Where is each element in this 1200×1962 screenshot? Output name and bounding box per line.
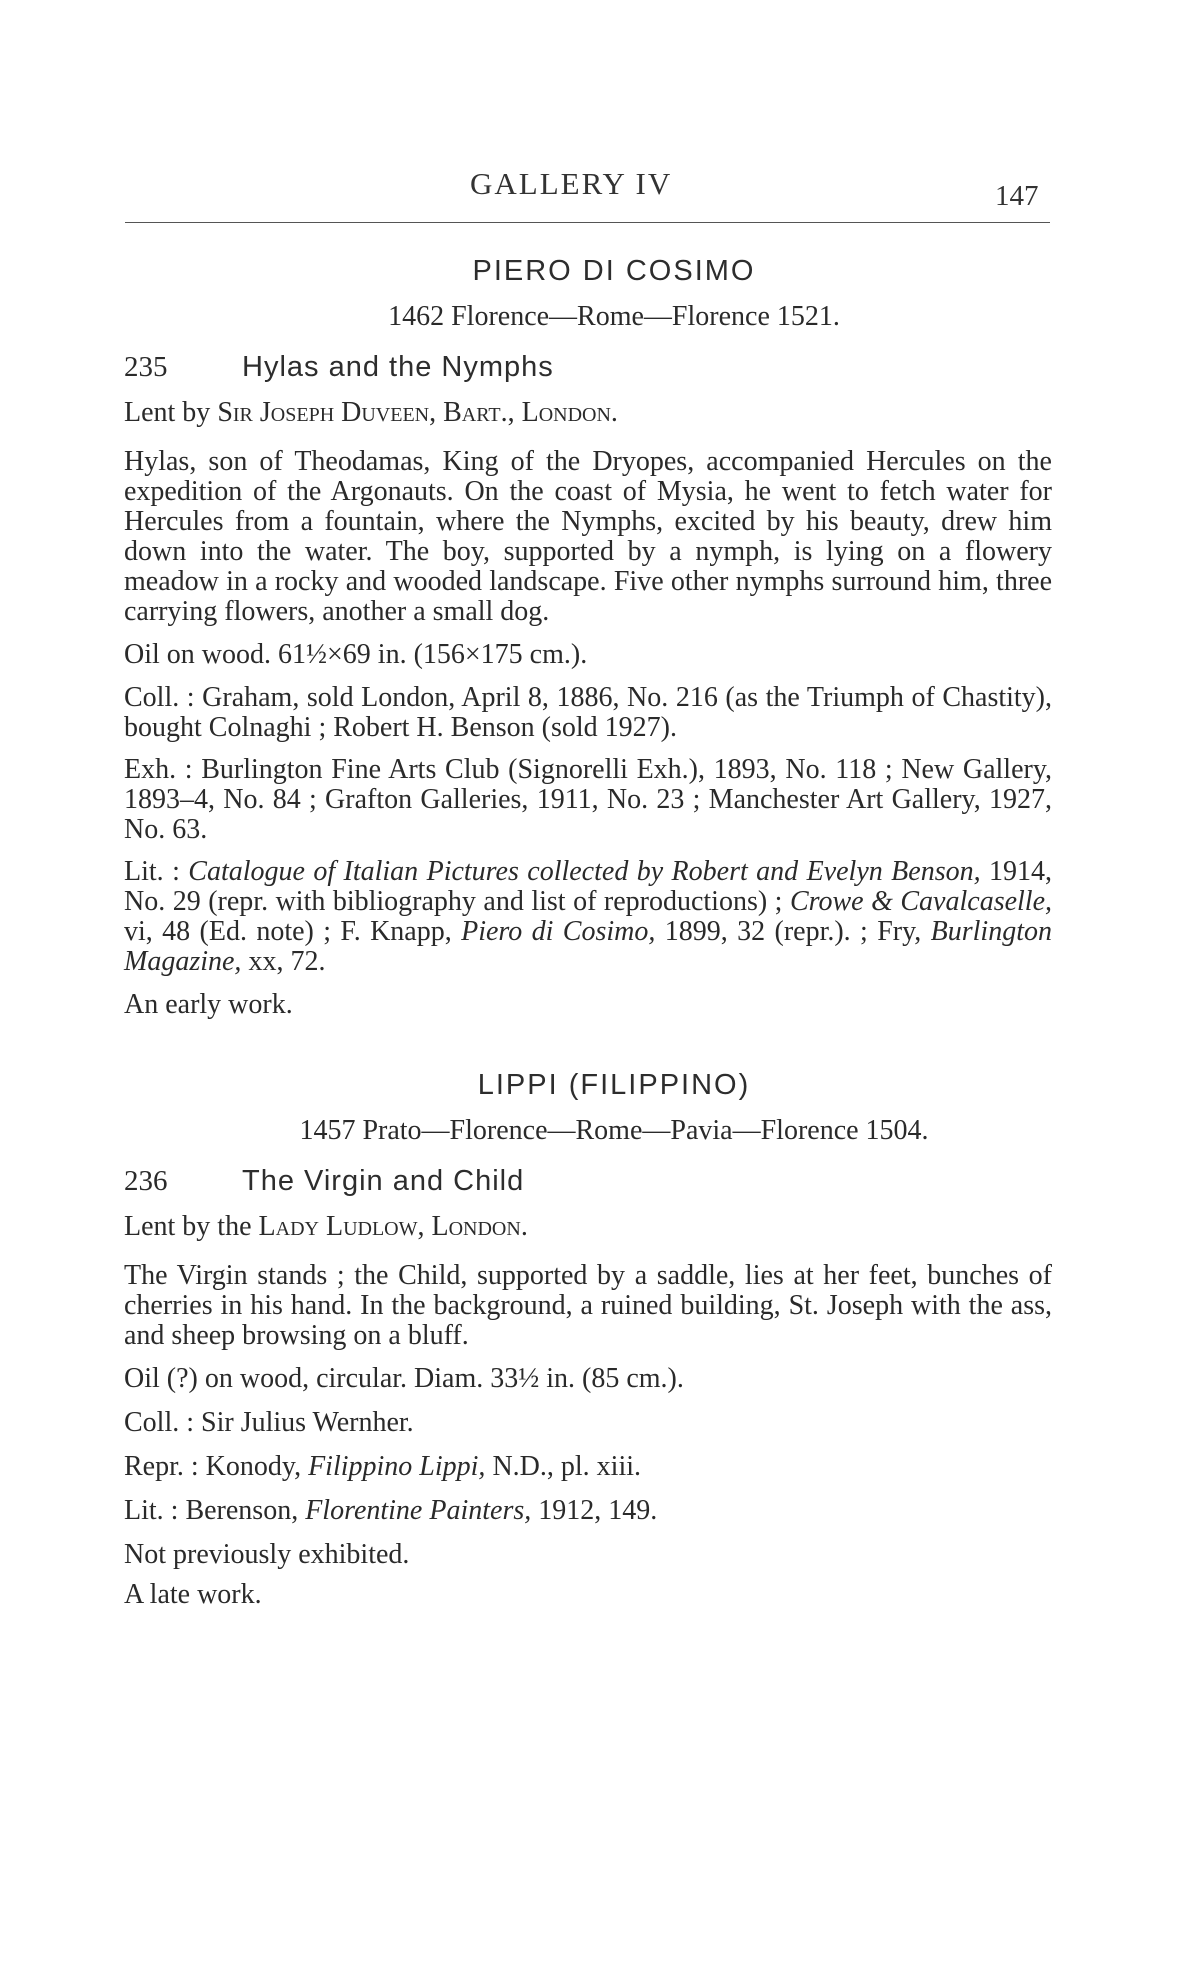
page-content (124, 255, 1052, 1619)
literature-title: Florentine Painters, (305, 1495, 532, 1526)
literature-text: vi, 48 (Ed. note) ; F. Knapp, (124, 916, 462, 947)
work-heading (124, 351, 1052, 383)
running-head: GALLERY IV (470, 166, 673, 201)
catalogue-number: 236 (124, 1165, 168, 1197)
reproduction-text: N.D., pl. xiii. (485, 1451, 641, 1482)
work-note: A late work. (124, 1579, 262, 1610)
work-description: Hylas, son of Theodamas, King of the Dryopes, accompanied Hercules on the expedition of the Argonauts. On the coast of Mysia, he went to fetch water for Hercules from a fountain, where the Nymphs, excited by his beauty, drew him down into the water. The boy, supported by a nymph, is lying on a flowery meadow in a rocky and wooded landscape. Five other nymphs surround him, three carrying flowers, another a small dog. (124, 446, 1052, 627)
reproduction-title: Filippino Lippi, (308, 1451, 486, 1482)
work-title: Hylas and the Nymphs (242, 351, 554, 383)
catalogue-entry-235 (124, 255, 1052, 1021)
literature-title: Piero di Cosimo, (461, 916, 656, 947)
literature-text: 1912, 149. (531, 1495, 658, 1526)
exhibition-history: Exh. : Burlington Fine Arts Club (Signorelli Exh.), 1893, No. 118 ; New Gallery, 1893–4, No. 84 ; Grafton Galleries, 1911, No. 23 ; Manchester Art Gallery, 1927, No. 63. (124, 754, 1052, 845)
medium-dimensions: Oil (?) on wood, circular. Diam. 33½ in. (85 cm.). (124, 1363, 684, 1394)
work-description: The Virgin stands ; the Child, supported by a saddle, lies at her feet, bunches of cherries in his hand. In the background, a ruined building, St. Joseph with the ass, and sheep browsing on a bluff. (124, 1260, 1052, 1351)
literature-text: 1914, No. 29 (repr. with bibliography and list of reproductions) ; (124, 856, 1053, 917)
page-number: 147 (995, 180, 1039, 212)
exhibition-status: Not previously exhibited. (124, 1539, 410, 1570)
collection-history: Coll. : Graham, sold London, April 8, 1886, No. 216 (as the Triumph of Chastity), bought Colnaghi ; Robert H. Benson (sold 1927). (124, 682, 1052, 743)
literature-text: xx, 72. (241, 946, 326, 977)
catalogue-number: 235 (124, 351, 168, 383)
lender-prefix: Lent by (124, 397, 218, 428)
reproduction (124, 1451, 1052, 1483)
artist-name: PIERO DI COSIMO (472, 255, 756, 287)
literature-title: Catalogue of Italian Pictures collected by Robert and Evelyn Benson, (188, 856, 981, 887)
work-title: The Virgin and Child (242, 1165, 525, 1197)
lender-name: Lady Ludlow, London. (258, 1211, 528, 1242)
literature-title: Burlington Magazine, (124, 916, 1052, 977)
header-rule (125, 222, 1050, 223)
literature (124, 857, 1052, 977)
literature (124, 1495, 1052, 1527)
lender-prefix: Lent by the (124, 1211, 259, 1242)
artist-name: LIPPI (FILIPPINO) (477, 1069, 751, 1101)
reproduction-prefix: Repr. : Konody, (124, 1451, 309, 1482)
artist-dates: 1457 Prato—Florence—Rome—Pavia—Florence 1504. (299, 1115, 929, 1146)
literature-prefix: Lit. : Berenson, (124, 1495, 306, 1526)
artist-dates: 1462 Florence—Rome—Florence 1521. (388, 301, 840, 332)
work-heading (124, 1165, 1052, 1197)
collection-history: Coll. : Sir Julius Wernher. (124, 1407, 414, 1438)
literature-title: Crowe & Cavalcaselle, (789, 886, 1052, 917)
lender-line (124, 397, 1052, 429)
literature-prefix: Lit. : (124, 856, 189, 887)
medium-dimensions: Oil on wood. 61½×69 in. (156×175 cm.). (124, 639, 588, 670)
catalogue-entry-236 (124, 1069, 1052, 1611)
section-gap (124, 1033, 1052, 1069)
literature-text: 1899, 32 (repr.). ; Fry, (655, 916, 931, 947)
lender-line (124, 1211, 1052, 1243)
lender-name: Sir Joseph Duveen, Bart., London. (217, 397, 618, 428)
work-note: An early work. (124, 989, 293, 1020)
